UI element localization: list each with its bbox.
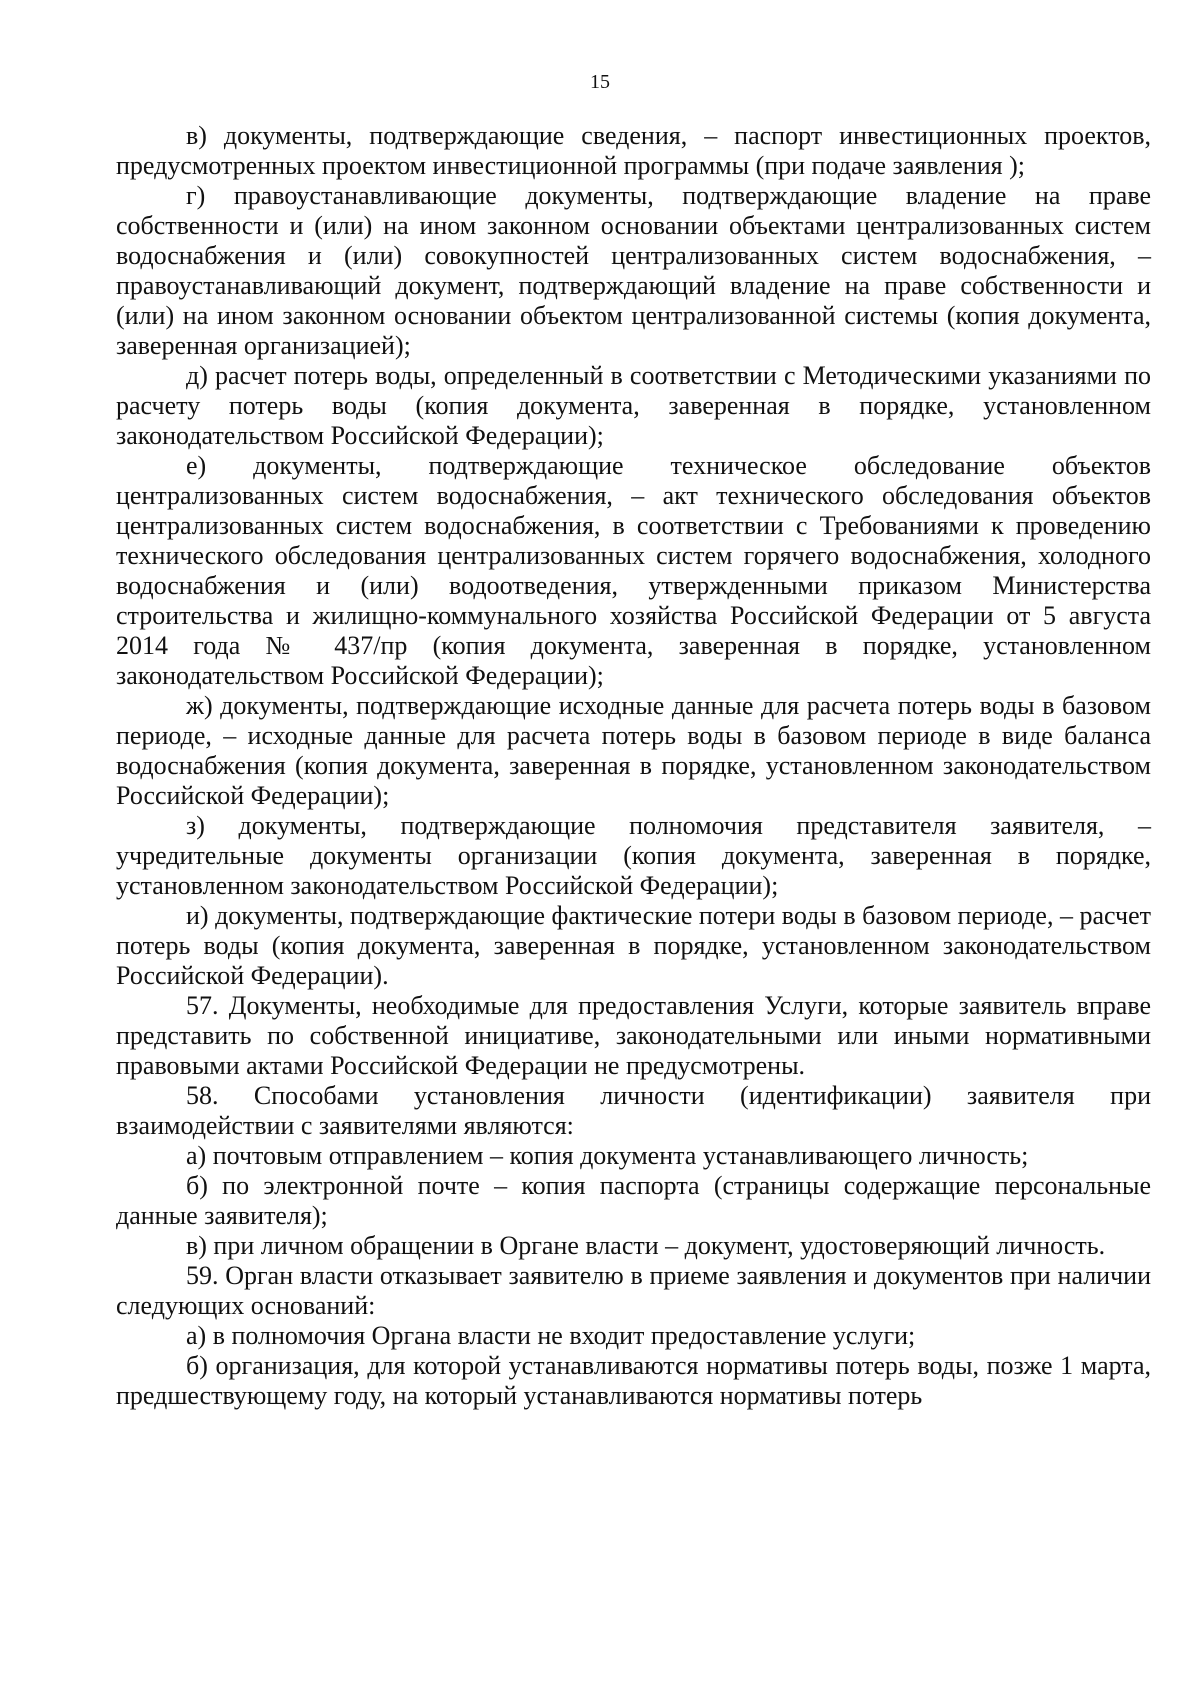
document-body	[116, 121, 1151, 1411]
paragraph-58-item-v: в) при личном обращении в Органе власти – документ, удостоверяющий личность.	[186, 1231, 1106, 1260]
paragraph-59-item-b: б) организация, для которой устанавливаются нормативы потерь воды, позже 1 марта, предшествующему году, на который устанавливаются нормативы потерь	[116, 1351, 1151, 1410]
paragraph-section-57: 57. Документы, необходимые для предоставления Услуги, которые заявитель вправе представить по собственной инициативе, законодательными или иными нормативными правовыми актами Российской Федерации не предусмотрены.	[116, 991, 1151, 1080]
paragraph-item-v: в) документы, подтверждающие сведения, – паспорт инвестиционных проектов, предусмотренных проектом инвестиционной программы (при подаче заявления );	[116, 121, 1151, 180]
paragraph-section-58: 58. Способами установления личности (идентификации) заявителя при взаимодействии с заявителями являются:	[116, 1081, 1151, 1140]
paragraph-item-zh: ж) документы, подтверждающие исходные данные для расчета потерь воды в базовом периоде, – исходные данные для расчета потерь воды в базовом периоде в виде баланса водоснабжения (копия документа, заверенная в порядке, установленном законодательством Российской Федерации);	[116, 691, 1151, 810]
paragraph-section-59: 59. Орган власти отказывает заявителю в приеме заявления и документов при наличии следующих оснований:	[116, 1261, 1151, 1320]
paragraph-58-item-b: б) по электронной почте – копия паспорта (страницы содержащие персональные данные заявителя);	[116, 1171, 1151, 1230]
paragraph-item-z: з) документы, подтверждающие полномочия представителя заявителя, – учредительные документы организации (копия документа, заверенная в порядке, установленном законодательством Российской Федерации);	[116, 811, 1151, 900]
paragraph-item-i: и) документы, подтверждающие фактические потери воды в базовом периоде, – расчет потерь воды (копия документа, заверенная в порядке, установленном законодательством Российской Федерации).	[116, 901, 1151, 990]
page-number: 15	[590, 71, 610, 93]
paragraph-item-e: е) документы, подтверждающие техническое обследование объектов централизованных систем водоснабжения, – акт технического обследования объектов централизованных систем водоснабжения, в соответствии с Требованиями к проведению технического обследования централизованных систем горячего водоснабжения, холодного водоснабжения и (или) водоотведения, утвержденными приказом Министерства строительства и жилищно-коммунального хозяйства Российской Федерации от 5 августа 2014 года № 437/пр (копия документа, заверенная в порядке, установленном законодательством Российской Федерации);	[116, 451, 1151, 690]
paragraph-59-item-a: а) в полномочия Органа власти не входит предоставление услуги;	[186, 1321, 916, 1350]
paragraph-58-item-a: а) почтовым отправлением – копия документа устанавливающего личность;	[186, 1141, 1029, 1170]
paragraph-item-d: д) расчет потерь воды, определенный в соответствии с Методическими указаниями по расчету потерь воды (копия документа, заверенная в порядке, установленном законодательством Российской Федерации);	[116, 361, 1151, 450]
paragraph-item-g: г) правоустанавливающие документы, подтверждающие владение на праве собственности и (или) на ином законном основании объектами централизованных систем водоснабжения и (или) совокупностей централизованных систем водоснабжения, – правоустанавливающий документ, подтверждающий владение на праве собственности и (или) на ином законном основании объектом централизованной системы (копия документа, заверенная организацией);	[116, 181, 1151, 360]
